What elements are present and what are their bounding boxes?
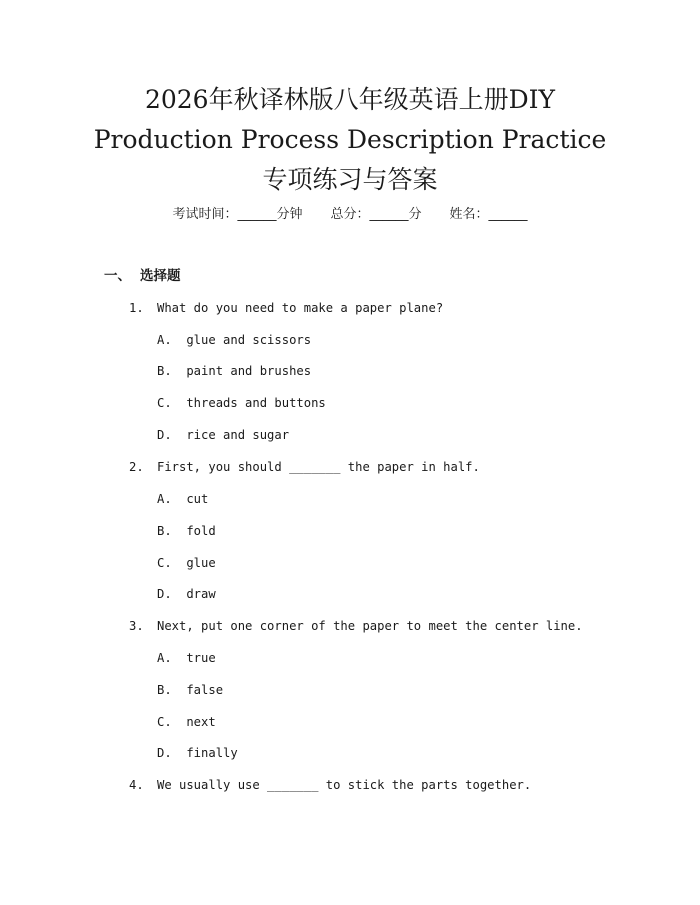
title-line-1: 2026年秋译林版八年级英语上册DIY	[144, 85, 556, 114]
section-heading	[104, 264, 181, 288]
question-3-option-b: B. false	[157, 683, 224, 697]
section-number: 一、	[104, 268, 131, 284]
exam-meta	[0, 203, 700, 227]
section-title: 选择题	[140, 268, 181, 284]
question-1-option-d: D. rice and sugar	[157, 428, 290, 442]
question-2-option-d: D. draw	[157, 587, 216, 601]
question-3-number: 3.	[129, 619, 144, 633]
question-4-text: We usually use _______ to stick the parts together.	[157, 778, 532, 792]
question-1-number: 1.	[129, 301, 144, 315]
title-line-2: Production Process Description Practice	[93, 125, 607, 154]
question-2-number: 2.	[129, 460, 144, 474]
question-1-option-c: C. threads and buttons	[157, 396, 326, 410]
exam-time-field: 考试时间：______分钟	[172, 207, 303, 222]
question-3-text: Next, put one corner of the paper to meet the center line.	[157, 619, 583, 633]
question-1-text: What do you need to make a paper plane?	[157, 301, 444, 315]
student-name-field: 姓名：______	[449, 207, 528, 222]
question-4-number: 4.	[129, 778, 144, 792]
question-2-option-b: B. fold	[157, 524, 216, 538]
question-2-text: First, you should _______ the paper in half.	[157, 460, 480, 474]
page-title	[0, 80, 700, 200]
question-3-option-c: C. next	[157, 715, 216, 729]
question-2-option-a: A. cut	[157, 492, 209, 506]
question-3-option-d: D. finally	[157, 746, 238, 760]
question-2-option-c: C. glue	[157, 556, 216, 570]
question-1-option-a: A. glue and scissors	[157, 333, 312, 347]
question-1-option-b: B. paint and brushes	[157, 364, 312, 378]
total-score-field: 总分：______分	[330, 207, 422, 222]
title-line-3: 专项练习与答案	[262, 165, 438, 194]
question-3-option-a: A. true	[157, 651, 216, 665]
